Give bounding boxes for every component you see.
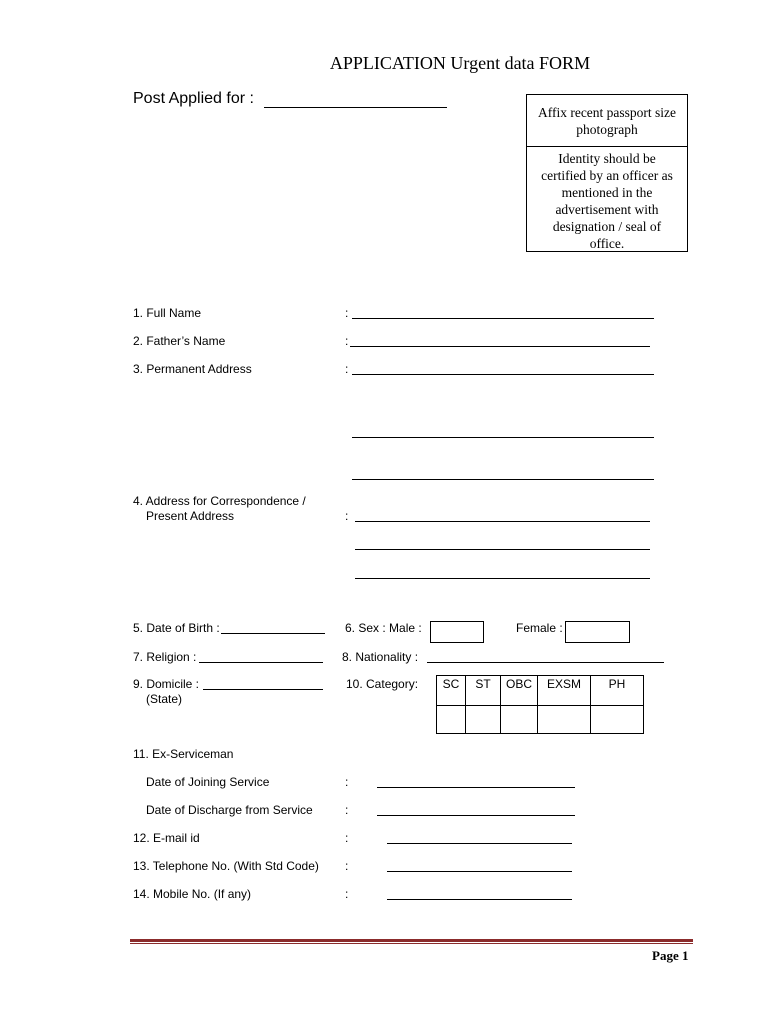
colon: :: [345, 859, 349, 873]
colon: :: [345, 803, 349, 817]
nationality-label: 8. Nationality :: [342, 650, 419, 664]
category-header-exsm: EXSM: [538, 676, 591, 706]
page-number: Page 1: [652, 948, 689, 963]
photo-instruction: Affix recent passport size photograph: [527, 95, 687, 147]
permanent-address-input-2[interactable]: [352, 437, 654, 438]
category-table: [436, 675, 644, 734]
correspondence-address-input-1[interactable]: [355, 521, 650, 522]
email-label: 12. E-mail id: [133, 831, 200, 845]
dob-label: 5. Date of Birth :: [133, 621, 220, 635]
date-joining-label: Date of Joining Service: [146, 775, 270, 789]
permanent-address-input-1[interactable]: [352, 374, 654, 375]
fathers-name-input[interactable]: [350, 346, 650, 347]
colon: :: [345, 334, 349, 348]
category-header-sc: SC: [437, 676, 466, 706]
photo-identity-note: Identity should be certified by an officer as mentioned in the advertisement with designation / seal of office.: [541, 151, 673, 251]
colon: :: [345, 775, 349, 789]
colon: :: [345, 306, 349, 320]
category-label: 10. Category:: [346, 677, 419, 691]
correspondence-address-label: 4. Address for Correspondence /: [133, 494, 306, 508]
female-checkbox[interactable]: [565, 621, 630, 643]
mobile-label: 14. Mobile No. (If any): [133, 887, 252, 901]
domicile-label: 9. Domicile :: [133, 677, 200, 691]
full-name-input[interactable]: [352, 318, 654, 319]
nationality-input[interactable]: [427, 662, 664, 663]
ex-serviceman-label: 11. Ex-Serviceman: [133, 747, 234, 761]
footer-divider: [130, 939, 693, 942]
footer-divider-thin: [130, 943, 693, 944]
form-title: APPLICATION Urgent data FORM: [329, 53, 591, 73]
domicile-input[interactable]: [203, 689, 323, 690]
category-header-st: ST: [466, 676, 501, 706]
present-address-label: Present Address: [146, 509, 235, 523]
category-cell-exsm[interactable]: [538, 706, 591, 734]
permanent-address-input-3[interactable]: [352, 479, 654, 480]
colon: :: [345, 362, 349, 376]
category-cell-ph[interactable]: [591, 706, 644, 734]
category-header-ph: PH: [591, 676, 644, 706]
date-discharge-input[interactable]: [377, 815, 575, 816]
telephone-input[interactable]: [387, 871, 572, 872]
colon: :: [345, 887, 349, 901]
correspondence-address-input-2[interactable]: [355, 549, 650, 550]
date-discharge-label: Date of Discharge from Service: [146, 803, 313, 817]
date-joining-input[interactable]: [377, 787, 575, 788]
category-cell-sc[interactable]: [437, 706, 466, 734]
category-cell-obc[interactable]: [501, 706, 538, 734]
telephone-label: 13. Telephone No. (With Std Code): [133, 859, 319, 873]
religion-input[interactable]: [199, 662, 323, 663]
category-cell-st[interactable]: [466, 706, 501, 734]
category-header-obc: OBC: [501, 676, 538, 706]
fathers-name-label: 2. Father’s Name: [133, 334, 226, 348]
male-checkbox[interactable]: [430, 621, 484, 643]
colon: :: [345, 831, 349, 845]
female-label: Female :: [516, 621, 563, 635]
correspondence-address-input-3[interactable]: [355, 578, 650, 579]
mobile-input[interactable]: [387, 899, 572, 900]
dob-input[interactable]: [221, 633, 325, 634]
email-input[interactable]: [387, 843, 572, 844]
post-applied-input[interactable]: [264, 107, 447, 108]
colon: :: [345, 509, 349, 523]
post-applied-label: Post Applied for :: [133, 90, 254, 107]
permanent-address-label: 3. Permanent Address: [133, 362, 252, 376]
photo-box: [526, 94, 688, 252]
domicile-state-label: (State): [146, 692, 183, 706]
full-name-label: 1. Full Name: [133, 306, 202, 320]
religion-label: 7. Religion :: [133, 650, 197, 664]
sex-label: 6. Sex : Male :: [345, 621, 422, 635]
